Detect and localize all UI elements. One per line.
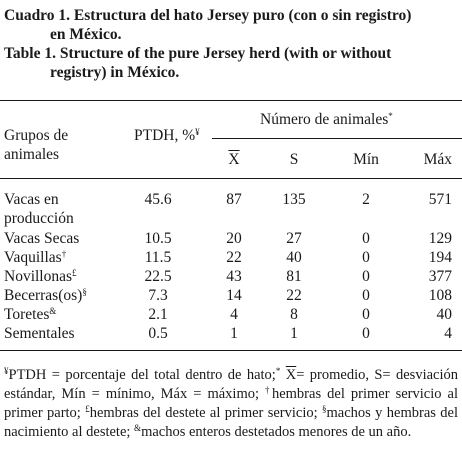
row-min: 0 xyxy=(362,268,370,285)
row-group xyxy=(4,305,56,324)
footnote-mark: * xyxy=(275,366,281,376)
table-row xyxy=(0,229,462,248)
footnote-mark: § xyxy=(322,404,327,414)
footnote-mark: ¥ xyxy=(4,366,9,376)
table-row xyxy=(0,286,462,305)
row-group xyxy=(4,229,79,248)
row-min: 0 xyxy=(362,306,370,323)
header-rule xyxy=(0,178,462,179)
row-group xyxy=(4,248,66,267)
row-group-mark: † xyxy=(61,249,67,259)
row-group xyxy=(4,324,75,343)
header-span-label: Número de animales xyxy=(260,111,389,128)
row-min: 0 xyxy=(362,230,370,247)
footnote-mark: £ xyxy=(85,404,90,414)
row-group xyxy=(4,286,87,305)
row-ptdh: 10.5 xyxy=(144,230,172,247)
footnote-text: hembras del primer servicio al primer parto; xyxy=(4,386,458,421)
header-group-line2: animales xyxy=(4,146,60,163)
row-min: 0 xyxy=(362,249,370,266)
row-s: 8 xyxy=(290,306,298,323)
header-ptdh-mark: ¥ xyxy=(195,127,200,137)
header-stats-row xyxy=(0,150,462,169)
header-max: Máx xyxy=(423,151,452,168)
footnote-text: hembras del destete al primer servicio; xyxy=(89,405,323,421)
row-group-mark: § xyxy=(82,287,87,297)
footnote-mark: † xyxy=(265,385,272,395)
row-group-label: Novillonas xyxy=(4,268,73,285)
table-row xyxy=(0,267,462,286)
top-rule xyxy=(0,100,462,101)
row-s: 81 xyxy=(286,268,302,285)
table-caption xyxy=(4,6,456,82)
header-span xyxy=(260,110,393,129)
row-max: 129 xyxy=(428,230,452,247)
row-mean: 43 xyxy=(226,268,242,285)
row-mean: 4 xyxy=(230,306,238,323)
row-mean: 22 xyxy=(226,249,242,266)
caption-en-line2: registry) in México. xyxy=(50,64,180,81)
footnote-mark: & xyxy=(134,423,142,433)
row-group xyxy=(4,267,77,286)
row-mean: 87 xyxy=(226,191,242,208)
row-min: 0 xyxy=(362,325,370,342)
row-min: 2 xyxy=(362,191,370,208)
row-ptdh: 22.5 xyxy=(144,268,172,285)
row-min: 0 xyxy=(362,287,370,304)
row-mean: 20 xyxy=(226,230,242,247)
row-s: 135 xyxy=(282,191,306,208)
footnote-xbar: $\overline{X}$ xyxy=(285,367,297,383)
row-group-mark: £ xyxy=(72,268,77,278)
header-span-mark: * xyxy=(388,111,393,121)
row-ptdh: 45.6 xyxy=(144,191,172,208)
bottom-rule xyxy=(0,350,462,351)
table-row xyxy=(0,190,462,209)
header-group-line1: Grupos de xyxy=(4,127,69,144)
caption-es-line1: Cuadro 1. Estructura del hato Jersey puro (con o sin registro) xyxy=(4,7,412,24)
row-group: Vacas en xyxy=(4,191,59,208)
row-s: 27 xyxy=(286,230,302,247)
table-row xyxy=(0,248,462,267)
row-max: 40 xyxy=(436,306,452,323)
table-row-continuation xyxy=(0,209,462,228)
row-group-label: Vaquillas xyxy=(4,249,62,266)
row-max: 4 xyxy=(444,325,452,342)
footnote-text: PTDH = porcentaje del total dentro de hato; xyxy=(8,367,276,383)
table-row xyxy=(0,324,462,343)
row-group-label: Vacas Secas xyxy=(4,230,80,247)
footnote-paragraph xyxy=(4,366,458,442)
row-ptdh: 7.3 xyxy=(148,287,168,304)
row-max: 377 xyxy=(428,268,452,285)
row-group-line2: producción xyxy=(4,210,74,227)
header-s: S xyxy=(289,151,299,168)
row-max: 571 xyxy=(428,191,452,208)
row-max: 194 xyxy=(428,249,452,266)
footnote-text: machos y hembras del nacimiento al destete; xyxy=(4,405,458,440)
caption-en-line1: Table 1. Structure of the pure Jersey herd (with or without xyxy=(4,45,392,62)
header-ptdh-label: PTDH, % xyxy=(134,127,196,144)
row-group-label: Sementales xyxy=(4,325,75,342)
row-group-mark: & xyxy=(49,306,57,316)
table-row xyxy=(0,305,462,324)
header-mean: $\overline{X}$ xyxy=(228,151,240,168)
row-group-label: Toretes xyxy=(4,306,50,323)
caption-es-line2: en México. xyxy=(50,26,122,43)
row-ptdh: 0.5 xyxy=(148,325,168,342)
header-subrule xyxy=(212,138,462,139)
row-s: 1 xyxy=(290,325,298,342)
row-s: 22 xyxy=(286,287,302,304)
footnote-text: machos enteros destetados menores de un año. xyxy=(141,424,412,440)
table-footnotes xyxy=(4,366,458,442)
row-group-label: Becerras(os) xyxy=(4,287,83,304)
row-ptdh: 11.5 xyxy=(144,249,172,266)
footnote-text: = promedio, S= desviación estándar, Mín = mínimo, Máx = máximo; xyxy=(4,367,459,402)
header-ptdh xyxy=(134,126,200,145)
row-mean: 1 xyxy=(230,325,238,342)
row-ptdh: 2.1 xyxy=(148,306,168,323)
row-max: 108 xyxy=(428,287,452,304)
row-mean: 14 xyxy=(226,287,242,304)
row-s: 40 xyxy=(286,249,302,266)
header-min: Mín xyxy=(353,151,379,168)
